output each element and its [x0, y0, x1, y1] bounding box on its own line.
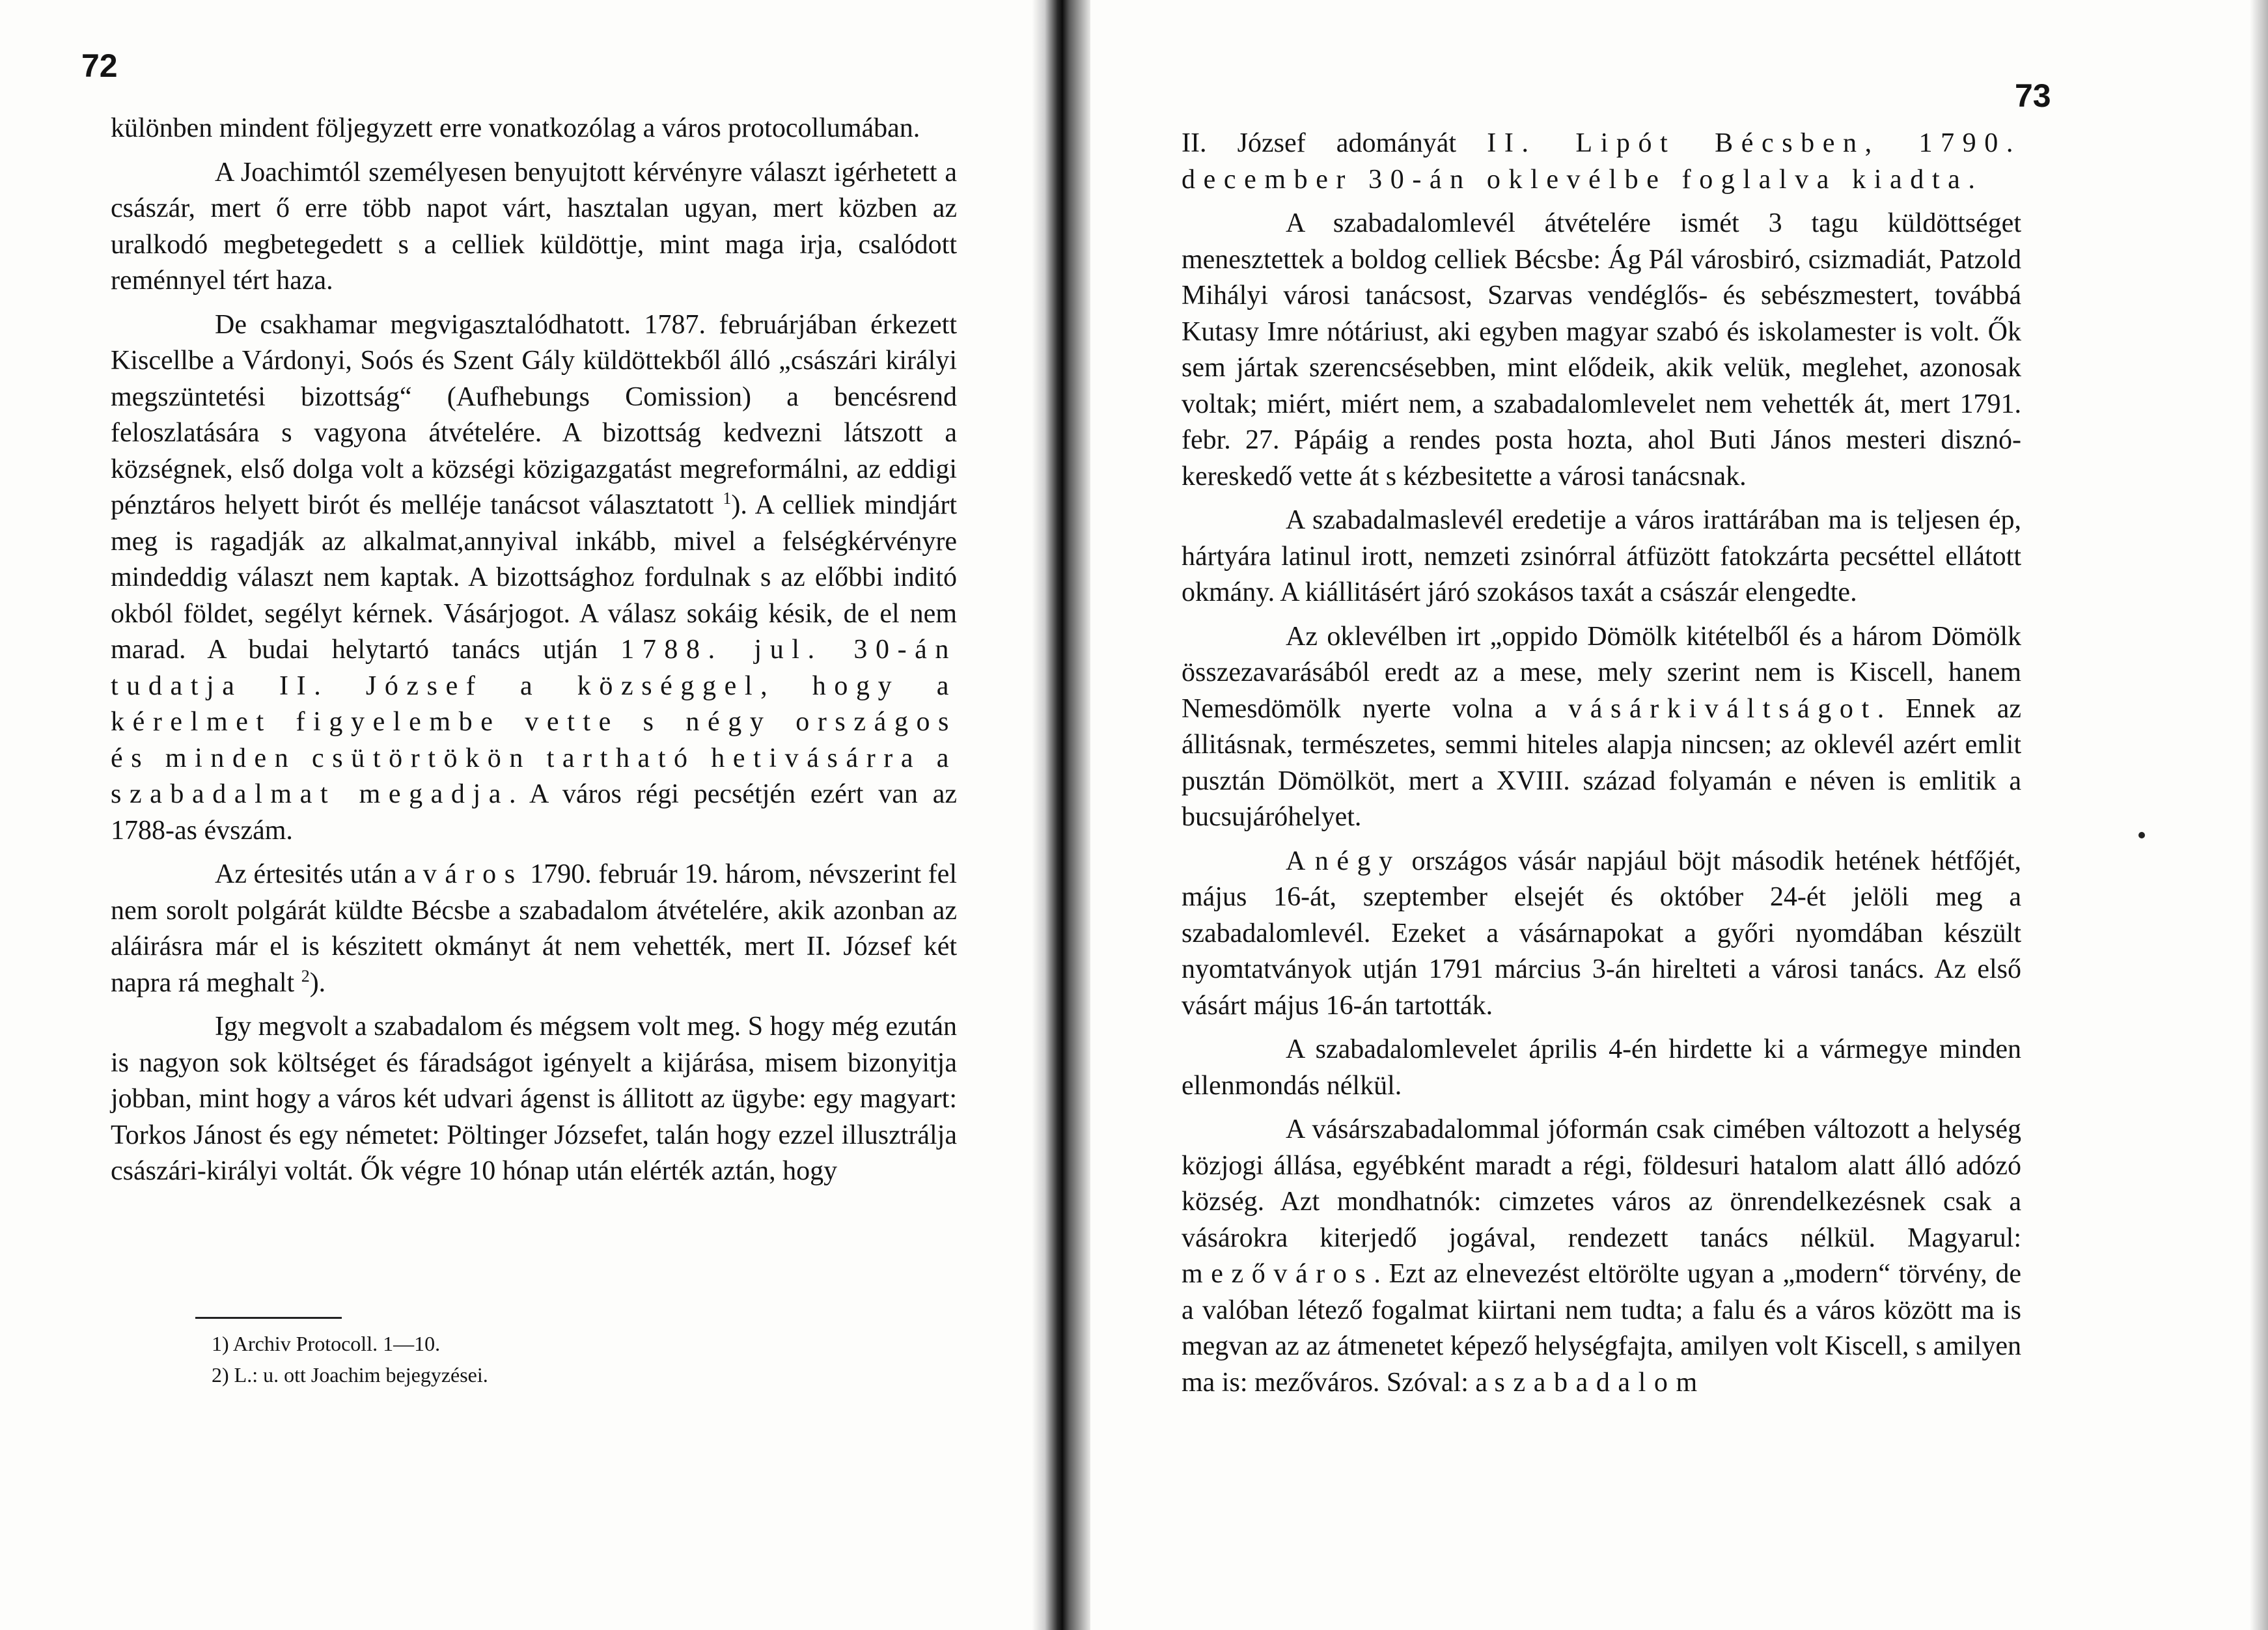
- paragraph: [1182, 206, 2021, 495]
- page-number-left: 72: [81, 48, 118, 84]
- footnote-divider: [195, 1317, 342, 1319]
- text-run: ). A celliek mindjárt meg is ragadják az alkalmat,annyival inkább, mivel a felségkérvényre mindeddig választ nem kaptak. A bizottsághoz fordulnak s az előbbi inditó okból földet, segélyt kérnek. Vásárjogot. A válasz sokáig késik, de el nem marad. A budai helytartó tanács utján: [111, 490, 957, 665]
- text-run: De csakhamar megvigasztalódhatott. 1787. februárjában érkezett Kiscellbe a Várdonyi, Soós és Szent Gály küldöttekből álló „császári királyi megszüntetési bizottság“ (Aufhebungs Comission) a bencésrend feloszlatására s vagyona átvételére. A bizottság kedvezni látszott a községnek, első dolga volt a községi közigazgatást megreformálni, az eddigi pénztáros helyett birót és melléje tanácsot választatott: [111, 309, 957, 520]
- text-run: ).: [309, 967, 326, 998]
- paragraph: [111, 307, 957, 850]
- page-edge-shadow: [2250, 0, 2268, 1630]
- text-run: Az oklevélben irt „oppido Dömölk kitételből és a három Dömölk összezavarásából eredt az a mese, mely szerint nem is Kiscell, hanem Nemesdömölk nyerte volna a: [1182, 621, 2021, 724]
- emphasized-text: II. Lipót Bécsben, 1790. december 30-án oklevélbe foglalva kiadta: [1182, 128, 2021, 195]
- text-run: A szabadalomlevelet április 4-én hirdette ki a vármegye minden ellenmondás nélkül.: [1182, 1034, 2021, 1101]
- text-run: II. József adományát: [1182, 128, 1487, 158]
- right-page: [1055, 0, 2268, 1630]
- emphasized-text: mezőváros: [1182, 1259, 1374, 1289]
- paragraph: [111, 111, 957, 147]
- text-run: országos vásár napjául böjt második hetének hétfőjét, május 16-át, szeptember elsejét és október 24-ét jelöli meg a szabadalomlevél. Ezeket a vásárnapokat a győri nyomdában készült nyomtatványok utján 1791 március 3-án hirelteti a városi tanács. Az első vásárt május 16-án tartották.: [1182, 846, 2021, 1021]
- book-gutter: [1032, 0, 1090, 1630]
- text-run: A: [1286, 846, 1315, 876]
- paragraph: [1182, 619, 2021, 836]
- paragraph: [1182, 126, 2021, 198]
- right-page-body: [1182, 126, 2021, 1401]
- text-run: A szabadalmaslevél eredetije a város irattárában ma is teljesen ép, hártyára latinul irott, nemzeti zsinórral átfüzött fatokzárta pecséttel ellátott okmány. A kiállitásért járó szokásos taxát a császár elengedte.: [1182, 505, 2021, 607]
- ink-speck: [2138, 832, 2145, 838]
- footnote-reference: 1: [723, 489, 732, 508]
- text-run: Igy megvolt a szabadalom és mégsem volt meg. S hogy még ezután is nagyon sok költséget és fáradságot igényelt a kijárása, misem bizonyitja jobban, mint hogy a város két udvari ágenst is állitott az ügybe: egy magyart: Torkos Jánost és egy németet: Pöltinger Józsefet, talán hogy ezzel illusztrálja császári-királyi voltát. Ők végre 10 hónap után elérték aztán, hogy: [111, 1012, 957, 1186]
- text-run: . A város régi pecsétjén ezért van az 1788-as évszám.: [111, 779, 957, 846]
- text-run: . Ezt az elnevezést eltörölte ugyan a „modern“ törvény, de a valóban létező fogalmat kiirtani nem tudta; a falu és a város között ma is megvan az az átmenetet képező helységfajta, amilyen volt Kiscell, s amilyen ma is: mezőváros. Szóval: a: [1182, 1259, 2021, 1398]
- text-run: . Ennek az állitásnak, természetes, semmi hiteles alapja nincsen; az oklevél azért emlit pusztán Dömölköt, mert a XVIII. század folyamán e néven is emlitik a bucsujáróhelyet.: [1182, 693, 2021, 832]
- text-run: Az értesités után a: [215, 859, 423, 889]
- text-run: A vásárszabadalommal jóformán csak cimében változott a helység közjogi állása, egyébként maradt a régi, földesuri hatalom alatt álló adózó község. Azt mondhatnók: cimzetes város az önrendelkezésnek csak a vásárokra kiterjedő jogával, rendezett tanács nélkül. Magyarul:: [1182, 1114, 2021, 1253]
- paragraph: [111, 155, 957, 299]
- footnote-reference: 2: [301, 966, 310, 986]
- emphasized-text: szabadalom: [1494, 1367, 1706, 1398]
- paragraph: [1182, 844, 2021, 1025]
- footnotes: [212, 1328, 488, 1390]
- paragraph: [1182, 503, 2021, 611]
- text-run: 1790. február 19. három, névszerint fel nem sorolt polgárát küldte Bécsbe a szabadalom átvételére, akik azonban az aláirásra már el is készitett okmányt át nem vehették, mert II. József két napra rá meghalt: [111, 859, 957, 998]
- left-page: [0, 0, 1055, 1630]
- page-number-right: 73: [2015, 77, 2051, 114]
- paragraph: [1182, 1112, 2021, 1401]
- left-page-body: [111, 111, 957, 1190]
- text-run: A Joachimtól személyesen benyujtott kérvényre választ igérhetett a császár, mert ő erre több napot várt, hasztalan ugyan, mert közben az uralkodó megbetegedett s a celliek küldöttje, mint maga irja, csalódott reménnyel tért haza.: [111, 157, 957, 296]
- text-run: A szabadalomlevél átvételére ismét 3 tagu küldöttséget menesztettek a boldog celliek Bécsbe: Ág Pál városbiró, csizmadiát, Patzold Mihályi városi tanácsost, Szarvas vendéglős- és sebészmestert, továbbá Kutasy Imre nótáriust, aki egyben magyar szabó és iskolamester is volt. Ők sem jártak szerencsésebben, mint elődeik, akik velük, meglehet, azonosak voltak; miért, miért nem, a szabadalomlevelet nem vehették át, mert 1791. febr. 27. Pápáig a rendes posta hozta, ahol Buti János mesteri disznókereskedő vette át s kézbesitette a városi tanácsnak.: [1182, 208, 2021, 491]
- emphasized-text: 1788. jul. 30-án tudatja II. József a községgel, hogy a kérelmet figyelembe vette s négy országos és minden csütörtökön tartható hetivásárra a szabadalmat megadja: [111, 635, 957, 809]
- emphasized-text: vásárkiváltságot: [1568, 693, 1877, 724]
- paragraph: [111, 857, 957, 1001]
- text-run: .: [1968, 164, 1975, 195]
- paragraph: [1182, 1032, 2021, 1104]
- text-run: különben mindent följegyzett erre vonatkozólag a város protocollumában.: [111, 113, 920, 143]
- paragraph: [111, 1009, 957, 1190]
- footnote-1: 1) Archiv Protocoll. 1—10.: [212, 1332, 441, 1355]
- emphasized-text: város: [422, 859, 523, 889]
- footnote-2: 2) L.: u. ott Joachim bejegyzései.: [212, 1363, 488, 1387]
- emphasized-text: négy: [1314, 846, 1401, 876]
